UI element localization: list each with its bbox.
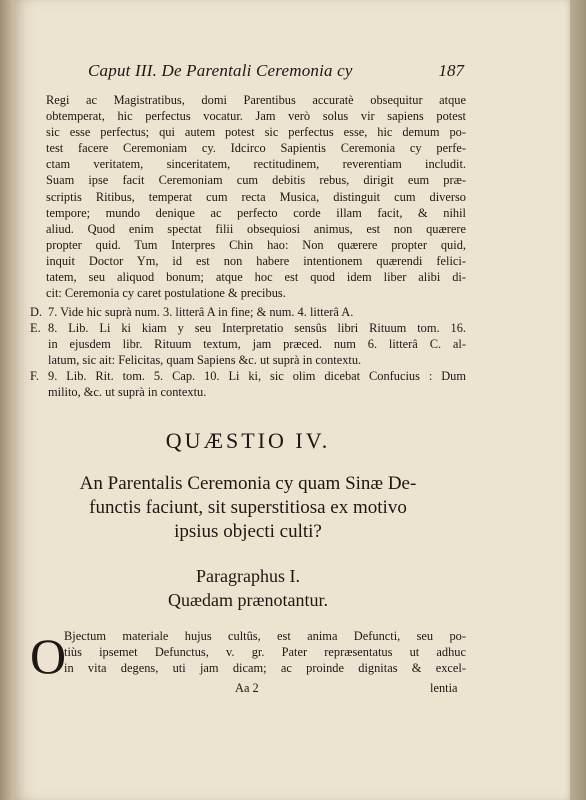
note-key: F. [30, 369, 39, 384]
page-header [88, 61, 464, 83]
note-key: D. [30, 305, 43, 319]
section-text-block [64, 628, 466, 676]
signature-mark: Aa 2 [235, 681, 259, 695]
note-line: 8. Lib. Li ki kiam y seu Interpretatio sensûs libri Rituum tom. 16. [48, 321, 466, 336]
notes-block [30, 304, 466, 401]
drop-cap: O [30, 628, 67, 684]
text-line: aliud. Quod enim spectat filii obsequiosi animus, est non quærere [46, 221, 466, 236]
text-line: Regi ac Magistratibus, domi Parentibus accuratè obsequitur atque [46, 93, 466, 107]
catchword: lentia [430, 681, 458, 695]
text-line: obtemperat, hic perfectus vocatur. Jam verò solus vir sapiens potest [46, 109, 466, 124]
note-e [30, 320, 466, 368]
text-line: tempore; mundo denique ac perfecto corde illam facit, & nihil [46, 205, 466, 220]
text-line: cit: Ceremonia cy caret postulatione & precibus. [46, 286, 286, 301]
question-title: QUÆSTIO IV. [165, 428, 331, 453]
text-line: in vita degens, uti jam dicam; ac proinde dignitas & excel- [64, 661, 466, 676]
question-text [30, 472, 466, 544]
text-line: ctam veritatem, sinceritatem, rectitudinem, reverentiam includit. [46, 157, 466, 172]
question-line: ipsius objecti culti? [174, 521, 322, 542]
question-line: functis faciunt, sit superstitiosa ex motivo [89, 497, 407, 518]
text-line: Bjectum materiale hujus cultûs, est anima Defuncti, seu po- [64, 629, 466, 643]
question-line: An Parentalis Ceremonia cy quam Sinæ De- [79, 473, 417, 494]
text-line: scriptis Ritibus, temperat cum recta Musica, distinguit cum diverso [46, 189, 466, 204]
page-number: 187 [438, 61, 464, 80]
note-d [30, 304, 466, 320]
running-head: Caput III. De Parentali Ceremonia cy [88, 61, 353, 80]
note-line: latum, sic ait: Felicitas, quam Sapiens &c. ut suprà in contextu. [48, 353, 362, 368]
text-line: Suam ipse facit Ceremoniam cum debitis rebus, dirigit eum præ- [46, 173, 466, 188]
text-line: propter quid. Tum Interpres Chin hao: Non quærere propter quid, [46, 237, 466, 252]
note-line: in ejusdem libr. Rituum textum, jam præced. num 6. litterâ C. al- [48, 337, 466, 352]
text-line: inquit Doctor Ym, id est non habere intentionem quærendi felici- [46, 253, 466, 268]
text-line: tiùs ipsemet Defunctus, v. gr. Pater repræsentatus ut adhuc [64, 645, 466, 660]
note-line: 7. Vide hic suprà num. 3. litterâ A in fine; & num. 4. litterâ A. [48, 305, 354, 319]
main-text-block [46, 92, 466, 301]
text-line: sic esse perfectus; qui autem potest sic perfectus esse, hic demum po- [46, 125, 466, 140]
note-f [30, 368, 466, 400]
note-line: milito, &c. ut suprà in contextu. [48, 385, 207, 400]
text-line: test facere Ceremoniam cy. Idcirco Sapientis Ceremonia cy perfe- [46, 141, 466, 156]
page-edge [570, 0, 586, 800]
paragraph-subtitle: Quædam prænotantur. [168, 590, 328, 610]
note-line: 9. Lib. Rit. tom. 5. Cap. 10. Li ki, sic olim dicebat Confucius : Dum [48, 369, 466, 384]
text-line: tatem, seu aliquod bonum; atque hoc est quod idem liber alibi di- [46, 270, 466, 285]
paragraph-title: Paragraphus I. [196, 566, 300, 586]
note-key: E. [30, 321, 41, 336]
